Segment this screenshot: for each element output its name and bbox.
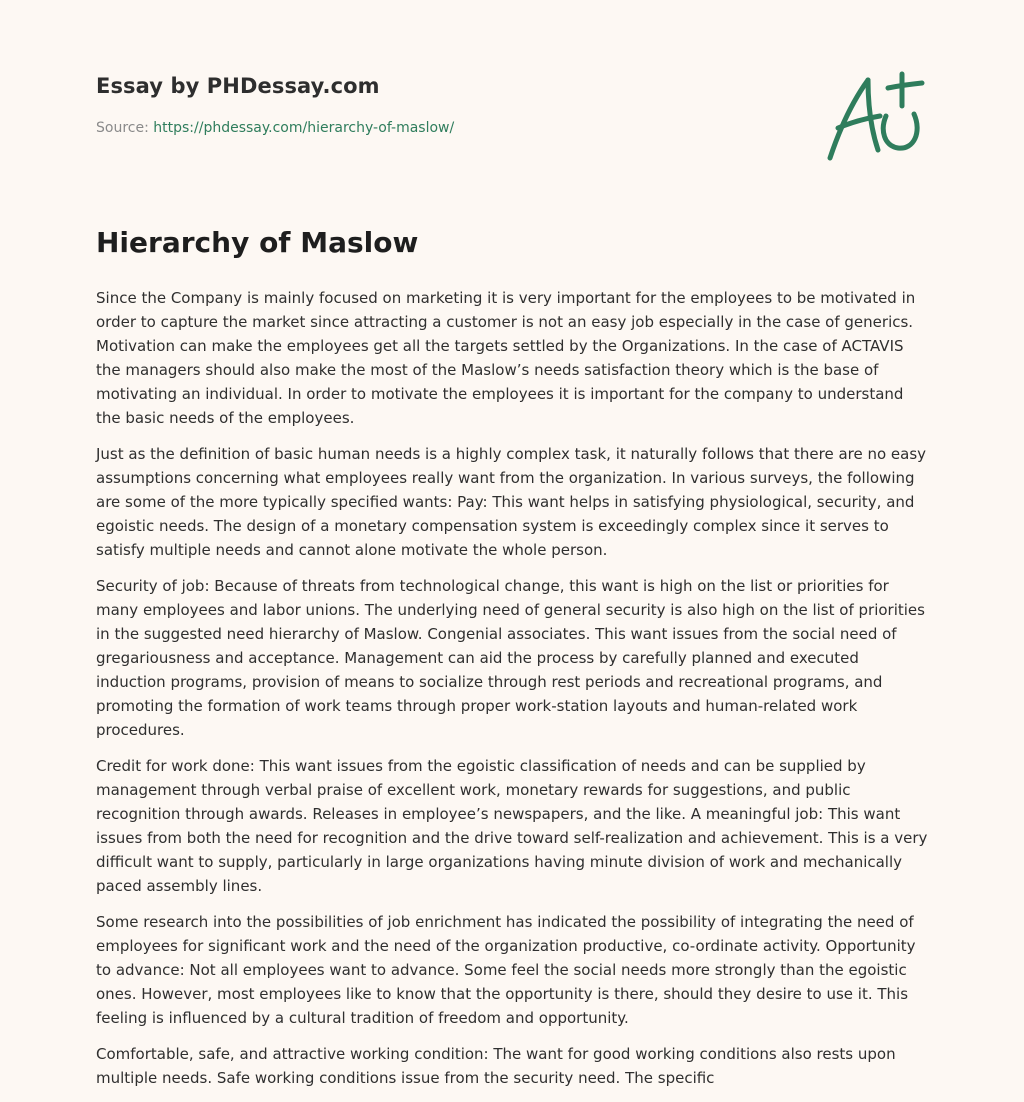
essay-title: Hierarchy of Maslow — [96, 226, 419, 259]
essay-paragraph: Since the Company is mainly focused on marketing it is very important for the employees to be motivated in order to capture the market since attracting a customer is not an easy job especially in the case of generics. Motivation can make the employees get all the targets settled by the Organizations. In the case of ACTAVIS the managers should also make the most of the Maslow’s needs satisfaction theory which is the base of motivating an individual. In order to motivate the employees it is important for the company to understand the basic needs of the employees. — [96, 289, 916, 427]
source-line — [96, 120, 796, 136]
essay-paragraph: Credit for work done: This want issues from the egoistic classification of needs and can be supplied by management through verbal praise of excellent work, monetary rewards for suggestions, and public recognition through awards. Releases in employee’s newspapers, and the like. A meaningful job: This want issues from both the need for recognition and the drive toward self-realization and achievement. This is a very difficult want to supply, particularly in large organizations having minute division of work and mechanically paced assembly lines. — [96, 757, 928, 895]
source-link[interactable]: https://phdessay.com/hierarchy-of-maslow/ — [153, 120, 455, 136]
source-label: Source: — [96, 120, 154, 136]
a-plus-logo-icon — [822, 66, 926, 166]
essay-paragraph: Just as the definition of basic human needs is a highly complex task, it naturally follows that there are no easy assumptions concerning what employees really want from the organization. In various surveys, the following are some of the more typically specified wants: Pay: This want helps in satisfying physiological, security, and egoistic needs. The design of a monetary compensation system is exceedingly complex since it serves to satisfy multiple needs and cannot alone motivate the whole person. — [96, 445, 927, 559]
essay-paragraph: Some research into the possibilities of job enrichment has indicated the possibility of integrating the need of employees for significant work and the need of the organization productive, co-ordinate activity. Opportunity to advance: Not all employees want to advance. Some feel the social needs more strongly than the egoistic ones. However, most employees like to know that the opportunity is there, should they desire to use it. This feeling is influenced by a cultural tradition of freedom and opportunity. — [96, 913, 916, 1027]
site-title: Essay by PHDessay.com — [96, 74, 380, 98]
page-header — [96, 74, 796, 136]
essay-paragraph: Security of job: Because of threats from technological change, this want is high on the list or priorities for many employees and labor unions. The underlying need of general security is also high on the list of priorities in the suggested need hierarchy of Maslow. Congenial associates. This want issues from the social need of gregariousness and acceptance. Management can aid the process by carefully planned and executed induction programs, provision of means to socialize through rest periods and recreational programs, and promoting the formation of work teams through proper work-station layouts and human-related work procedures. — [96, 577, 925, 739]
essay-body — [96, 286, 932, 1102]
essay-paragraph: Comfortable, safe, and attractive working condition: The want for good working conditions also rests upon multiple needs. Safe working conditions issue from the security need. The specific — [96, 1045, 896, 1087]
